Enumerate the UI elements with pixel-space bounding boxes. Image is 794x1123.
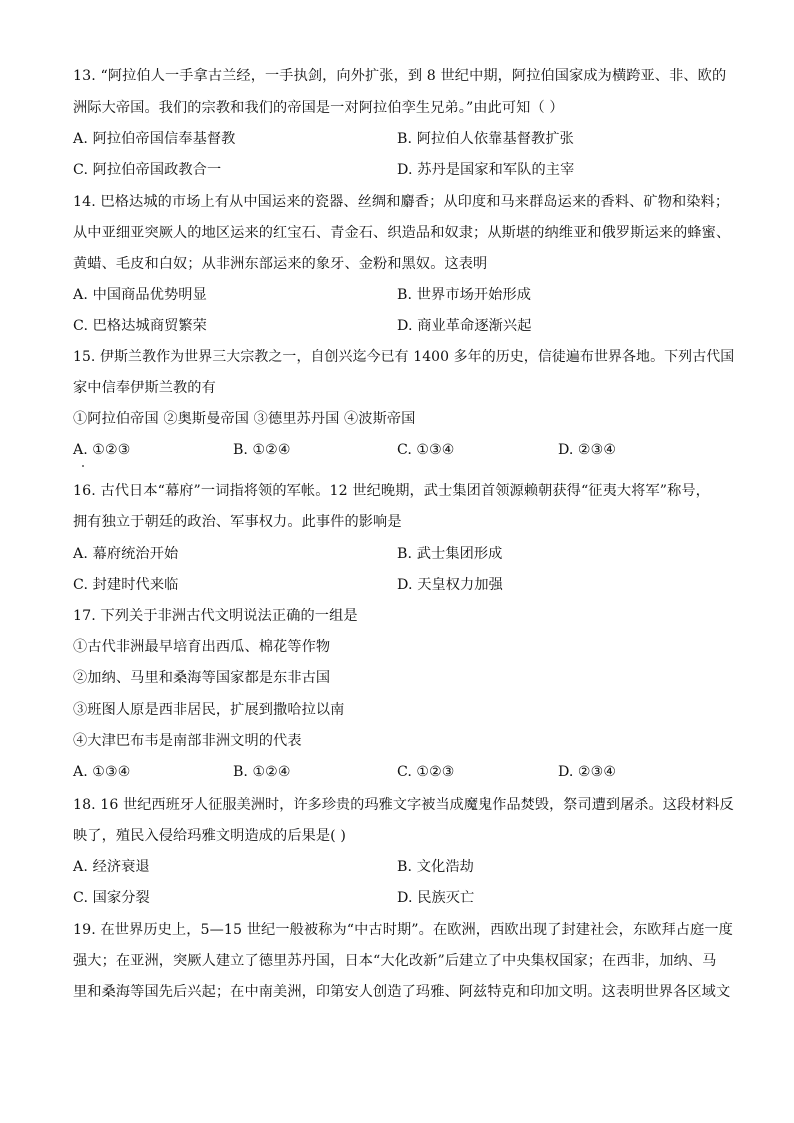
q15-option-c: C. ①③④ [397, 442, 455, 458]
q15-stem-line-2: 家中信奉伊斯兰教的有 [73, 380, 216, 396]
q17-statement-2: ②加纳、马里和桑海等国家都是东非古国 [73, 670, 331, 686]
q19-stem-line-1: 19. 在世界历史上，5—15 世纪一般被称为“中古时期”。在欧洲，西欧出现了封建社会，东欧拜占庭一度 [73, 922, 733, 938]
q15-option-a: A. ①②③ [73, 442, 131, 458]
q16-option-d: D. 天皇权力加强 [397, 577, 503, 593]
q13-option-d: D. 苏丹是国家和军队的主宰 [397, 162, 575, 178]
q14-option-a: A. 中国商品优势明显 [73, 287, 207, 303]
q18-option-d: D. 民族灭亡 [397, 890, 475, 906]
q18-option-b: B. 文化浩劫 [397, 859, 474, 875]
q16-stem-line-1: 16. 古代日本“幕府”一词指将领的军帐。12 世纪晚期，武士集团首领源赖朝获得“征夷大将军”称号， [73, 483, 710, 499]
q16-option-a: A. 幕府统治开始 [73, 546, 179, 562]
stray-dot-mark [82, 465, 84, 467]
q13-option-a: A. 阿拉伯帝国信奉基督教 [73, 131, 236, 147]
q14-stem-line-1: 14. 巴格达城的市场上有从中国运来的瓷器、丝绸和麝香；从印度和马来群岛运来的香料、矿物和染料； [73, 194, 730, 210]
q17-statement-3: ③班图人原是西非居民，扩展到撒哈拉以南 [73, 702, 345, 718]
q14-stem-line-2: 从中亚细亚突厥人的地区运来的红宝石、青金石、织造品和奴隶；从斯堪的纳维亚和俄罗斯运来的蜂蜜、 [73, 225, 731, 241]
q14-option-d: D. 商业革命逐渐兴起 [397, 318, 532, 334]
q15-statements: ①阿拉伯帝国 ②奥斯曼帝国 ③德里苏丹国 ④波斯帝国 [73, 411, 416, 427]
q13-option-b: B. 阿拉伯人依靠基督教扩张 [397, 131, 574, 147]
q16-option-b: B. 武士集团形成 [397, 546, 503, 562]
q18-stem-line-2: 映了，殖民入侵给玛雅文明造成的后果是( ) [73, 828, 347, 844]
q15-option-d: D. ②③④ [558, 442, 617, 458]
q19-stem-line-3: 里和桑海等国先后兴起；在中南美洲，印第安人创造了玛雅、阿兹特克和印加文明。这表明世界各区域文 [73, 984, 731, 1000]
q13-stem-line-2: 洲际大帝国。我们的宗教和我们的帝国是一对阿拉伯孪生兄弟。”由此可知（ ） [73, 100, 564, 116]
q17-option-d: D. ②③④ [558, 764, 617, 780]
q17-option-c: C. ①②③ [397, 764, 455, 780]
q14-stem-line-3: 黄蜡、毛皮和白奴；从非洲东部运来的象牙、金粉和黑奴。这表明 [73, 256, 488, 272]
q17-statement-1: ①古代非洲最早培育出西瓜、棉花等作物 [73, 639, 331, 655]
q16-option-c: C. 封建时代来临 [73, 577, 179, 593]
q16-stem-line-2: 拥有独立于朝廷的政治、军事权力。此事件的影响是 [73, 514, 402, 530]
q13-stem-line-1: 13. “阿拉伯人一手拿古兰经，一手执剑，向外扩张，到 8 世纪中期，阿拉伯国家成为横跨亚、非、欧的 [73, 68, 727, 84]
q17-statement-4: ④大津巴布韦是南部非洲文明的代表 [73, 733, 302, 749]
q14-option-c: C. 巴格达城商贸繁荣 [73, 318, 207, 334]
q15-stem-line-1: 15. 伊斯兰教作为世界三大宗教之一，自创兴迄今已有 1400 多年的历史，信徒遍布世界各地。下列古代国 [73, 349, 735, 365]
q18-option-c: C. 国家分裂 [73, 890, 150, 906]
q18-option-a: A. 经济衰退 [73, 859, 150, 875]
q17-option-a: A. ①③④ [73, 764, 131, 780]
q19-stem-line-2: 强大；在亚洲，突厥人建立了德里苏丹国，日本“大化改新”后建立了中央集权国家；在西非，加纳、马 [73, 953, 717, 969]
q17-stem: 17. 下列关于非洲古代文明说法正确的一组是 [73, 608, 358, 624]
q13-option-c: C. 阿拉伯帝国政教合一 [73, 162, 222, 178]
q15-option-b: B. ①②④ [233, 442, 291, 458]
q18-stem-line-1: 18. 16 世纪西班牙人征服美洲时，许多珍贵的玛雅文字被当成魔鬼作品焚毁，祭司遭到屠杀。这段材料反 [73, 797, 734, 813]
q17-option-b: B. ①②④ [233, 764, 291, 780]
q14-option-b: B. 世界市场开始形成 [397, 287, 532, 303]
